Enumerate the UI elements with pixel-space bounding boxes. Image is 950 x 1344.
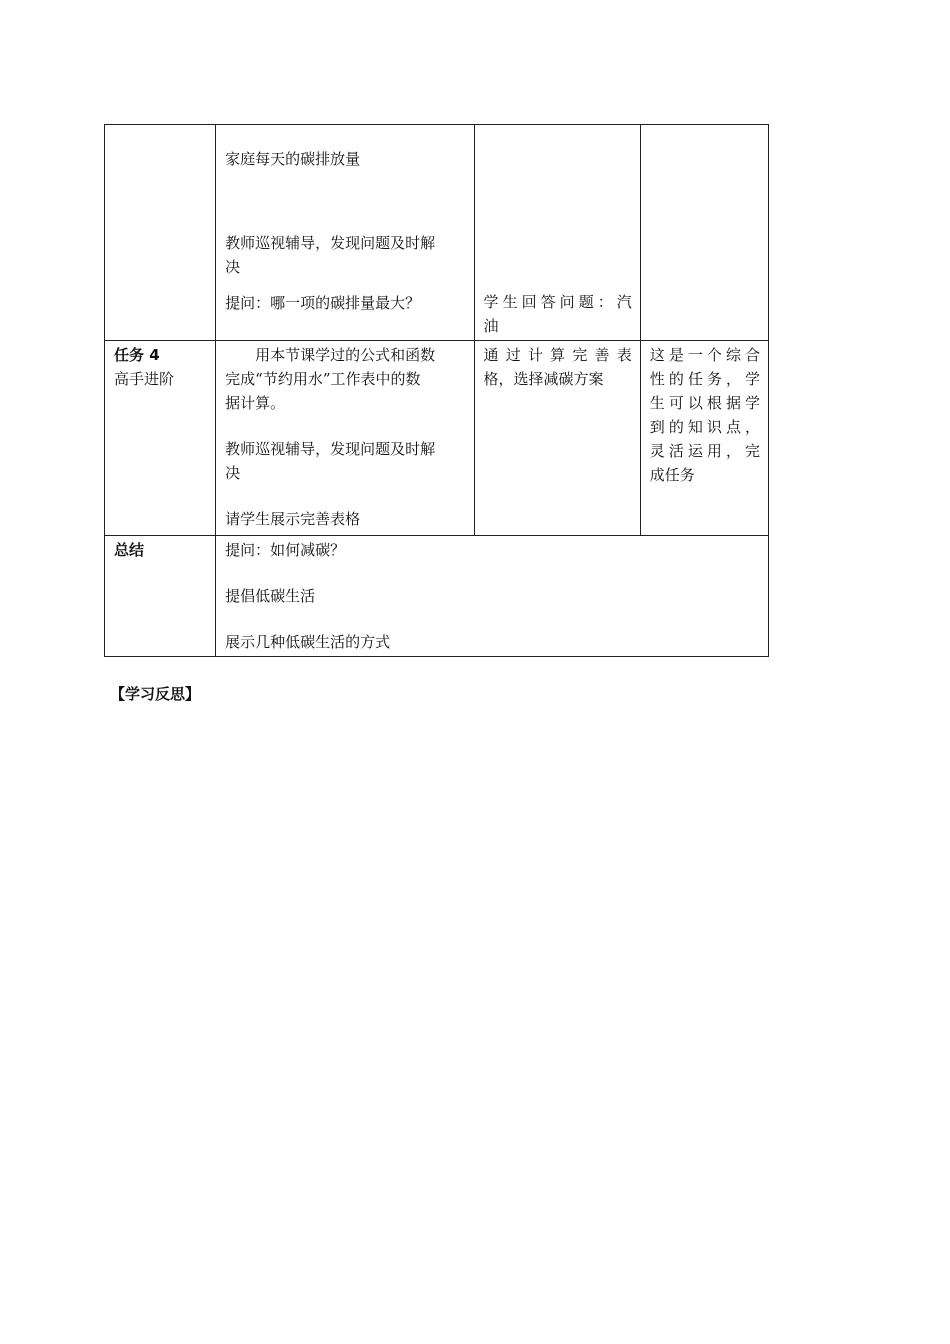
table-cell	[474, 341, 640, 536]
cell-text: 通过计算完善表	[483, 346, 632, 364]
cell-text: 决	[225, 464, 241, 482]
task-title: 任务 4	[114, 346, 160, 364]
table-row	[105, 536, 769, 657]
cell-text: 家庭每天的碳排放量	[225, 150, 361, 168]
cell-text: 灵活运用，完	[649, 442, 760, 460]
cell-text: 到的知识点，	[649, 418, 760, 436]
cell-text: 展示几种低碳生活的方式	[225, 633, 391, 651]
cell-text: 性的任务，学	[649, 370, 760, 388]
table-row	[105, 125, 769, 341]
table-cell	[105, 341, 216, 536]
table-cell	[640, 125, 768, 341]
cell-text: 完成“节约用水”工作表中的数	[225, 370, 421, 388]
table-cell	[640, 341, 768, 536]
table-cell	[105, 125, 216, 341]
cell-text: 这是一个综合	[649, 346, 760, 364]
table-cell	[474, 125, 640, 341]
cell-text: 据计算。	[225, 394, 286, 412]
cell-text: 格，选择减碳方案	[483, 370, 604, 388]
cell-text: 用本节课学过的公式和函数	[255, 346, 436, 364]
table-row	[105, 341, 769, 536]
cell-text: 决	[225, 258, 241, 276]
cell-text: 教师巡视辅导，发现问题及时解	[225, 440, 436, 458]
reflection-heading: 【学习反思】	[110, 685, 201, 703]
cell-text: 提问：如何减碳？	[225, 541, 346, 559]
lesson-plan-table	[104, 124, 769, 657]
cell-text: 提倡低碳生活	[225, 587, 316, 605]
cell-text: 提问：哪一项的碳排量最大？	[225, 294, 421, 312]
task-subtitle: 高手进阶	[114, 370, 175, 388]
cell-text: 油	[483, 317, 499, 335]
table-cell	[216, 125, 474, 341]
cell-text: 成任务	[649, 466, 695, 484]
cell-text: 教师巡视辅导，发现问题及时解	[225, 234, 436, 252]
summary-title: 总结	[114, 541, 145, 559]
table-cell	[216, 536, 769, 657]
cell-text: 生可以根据学	[649, 394, 760, 412]
cell-text: 请学生展示完善表格	[225, 510, 361, 528]
table-cell	[216, 341, 474, 536]
table-cell	[105, 536, 216, 657]
cell-text: 学生回答问题：汽	[483, 293, 632, 311]
